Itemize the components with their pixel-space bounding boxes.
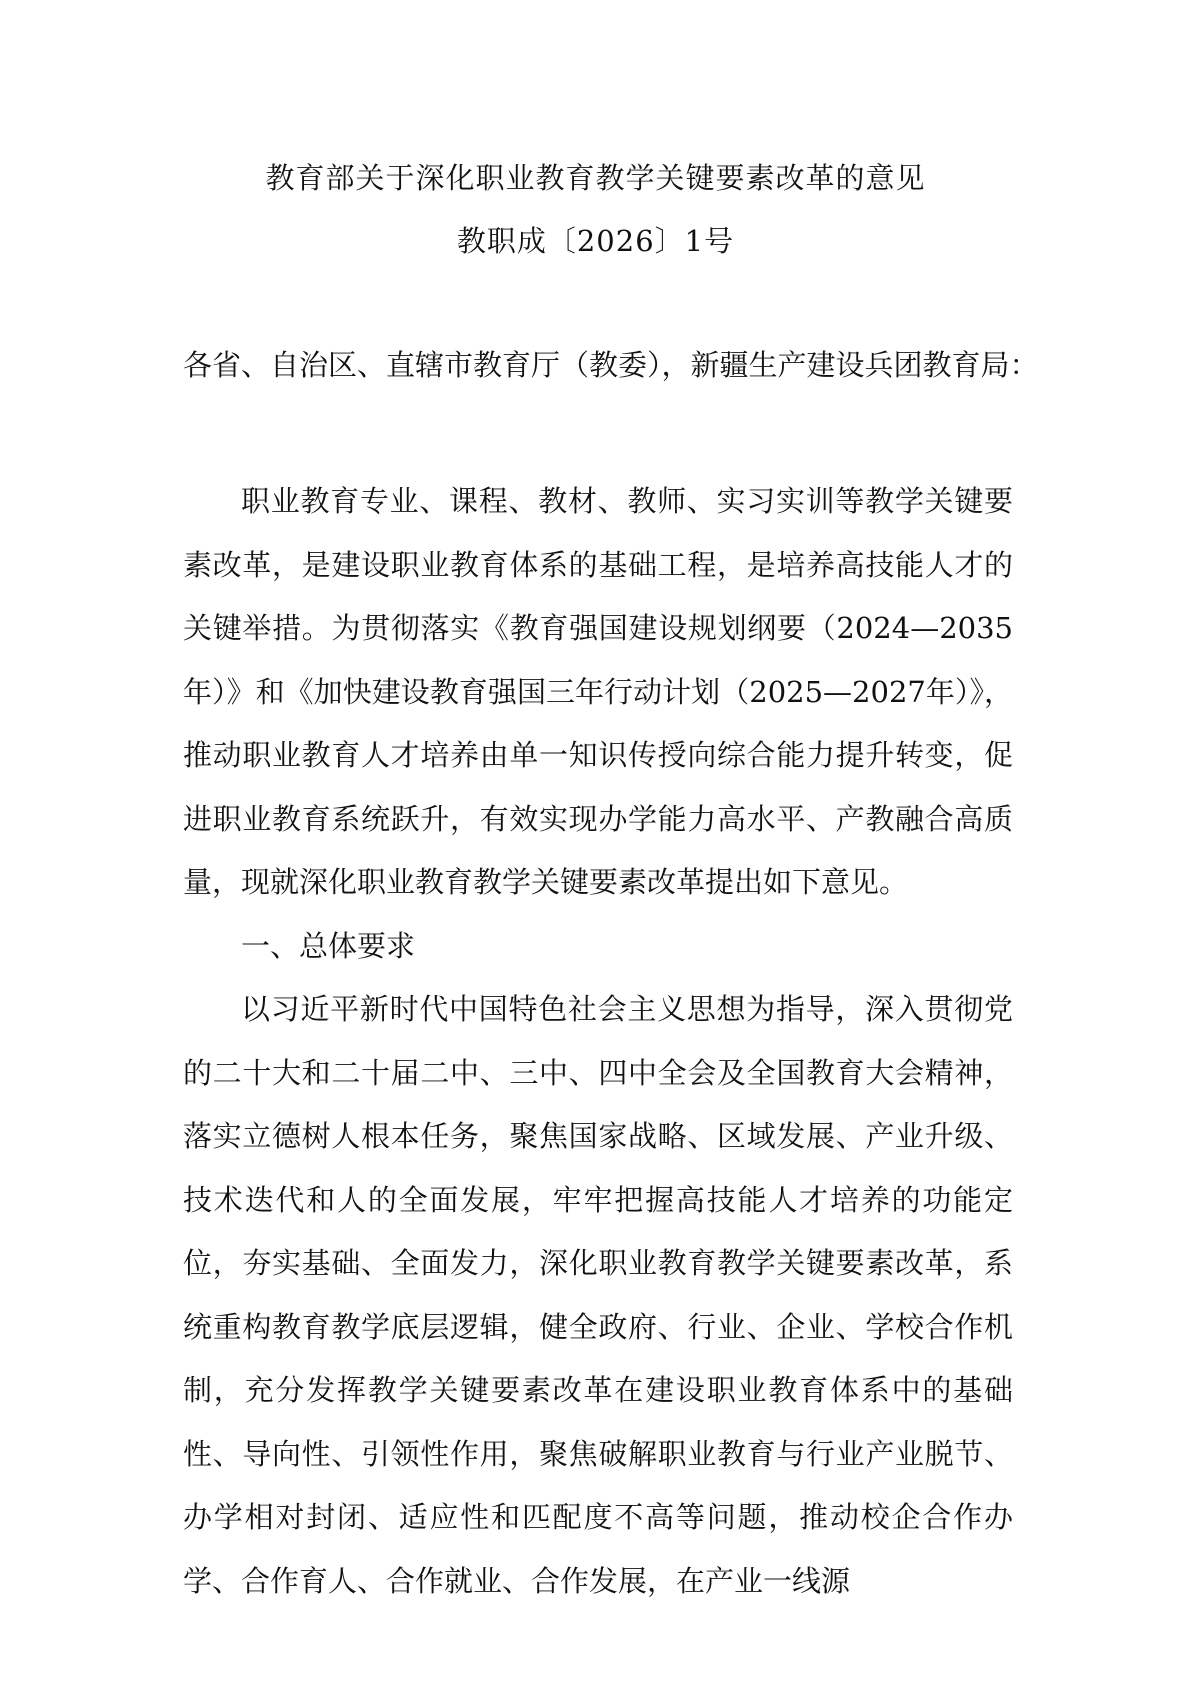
addressee: 各省、自治区、直辖市教育厅（教委），新疆生产建设兵团教育局： [183,348,1039,382]
section-heading: 一、总体要求 [241,928,416,963]
document-title: 教育部关于深化职业教育教学关键要素改革的意见 [265,161,926,195]
document-number: 教职成〔2026〕1号 [456,224,735,258]
document-body [183,470,1013,1613]
intro-paragraph: 职业教育专业、课程、教材、教师、实习实训等教学关键要素改革，是建设职业教育体系的基础工程，是培养高技能人才的关键举措。为贯彻落实《教育强国建设规划纲要（2024—2035年）》和《加快建设教育强国三年行动计划（2025—2027年）》，推动职业教育人才培养由单一知识传授向综合能力提升转变，促进职业教育系统跃升，有效实现办学能力高水平、产教融合高质量，现就深化职业教育教学关键要素改革提出如下意见。 [183,484,1013,899]
section-paragraph: 以习近平新时代中国特色社会主义思想为指导，深入贯彻党的二十大和二十届二中、三中、四中全会及全国教育大会精神，落实立德树人根本任务，聚焦国家战略、区域发展、产业升级、技术迭代和人的全面发展，牢牢把握高技能人才培养的功能定位，夯实基础、全面发力，深化职业教育教学关键要素改革，系统重构教育教学底层逻辑，健全政府、行业、企业、学校合作机制，充分发挥教学关键要素改革在建设职业教育体系中的基础性、导向性、引领性作用，聚焦破解职业教育与行业产业脱节、办学相对封闭、适应性和匹配度不高等问题，推动校企合作办学、合作育人、合作就业、合作发展，在产业一线源 [183,992,1013,1598]
